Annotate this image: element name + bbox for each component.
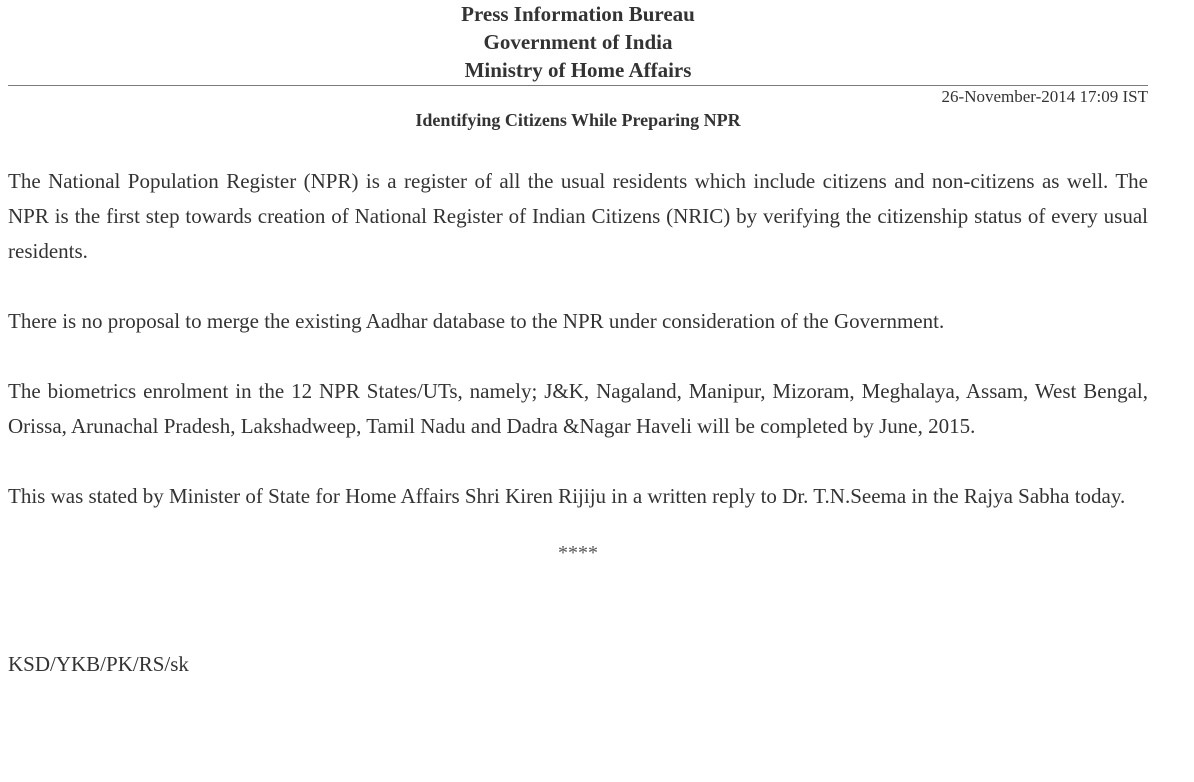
header-government: Government of India — [483, 30, 673, 54]
header-bureau: Press Information Bureau — [461, 2, 695, 26]
body-paragraph-1: The National Population Register (NPR) is a register of all the usual residents which include citizens and non-citizens as well. The NPR is the first step towards creation of National Register of Indian Citizens (NRIC) by verifying the citizenship status of every usual residents. — [8, 169, 1148, 263]
press-release-page — [8, 0, 1148, 678]
release-datetime: 26-November-2014 17:09 IST — [941, 87, 1148, 106]
body-paragraph-4: This was stated by Minister of State for Home Affairs Shri Kiren Rijiju in a written reply to Dr. T.N.Seema in the Rajya Sabha today. — [8, 484, 1126, 508]
organization-header — [8, 0, 1148, 84]
body-paragraph-2: There is no proposal to merge the existing Aadhar database to the NPR under consideration of the Government. — [8, 309, 945, 333]
body-paragraph-3: The biometrics enrolment in the 12 NPR States/UTs, namely; J&K, Nagaland, Manipur, Mizoram, Meghalaya, Assam, West Bengal, Orissa, Arunachal Pradesh, Lakshadweep, Tamil Nadu and Dadra &Nagar Haveli will be completed by June, 2015. — [8, 379, 1148, 438]
section-separator: **** — [558, 542, 598, 564]
release-title: Identifying Citizens While Preparing NPR — [415, 110, 741, 130]
reference-code: KSD/YKB/PK/RS/sk — [8, 652, 189, 676]
header-ministry: Ministry of Home Affairs — [464, 58, 692, 82]
